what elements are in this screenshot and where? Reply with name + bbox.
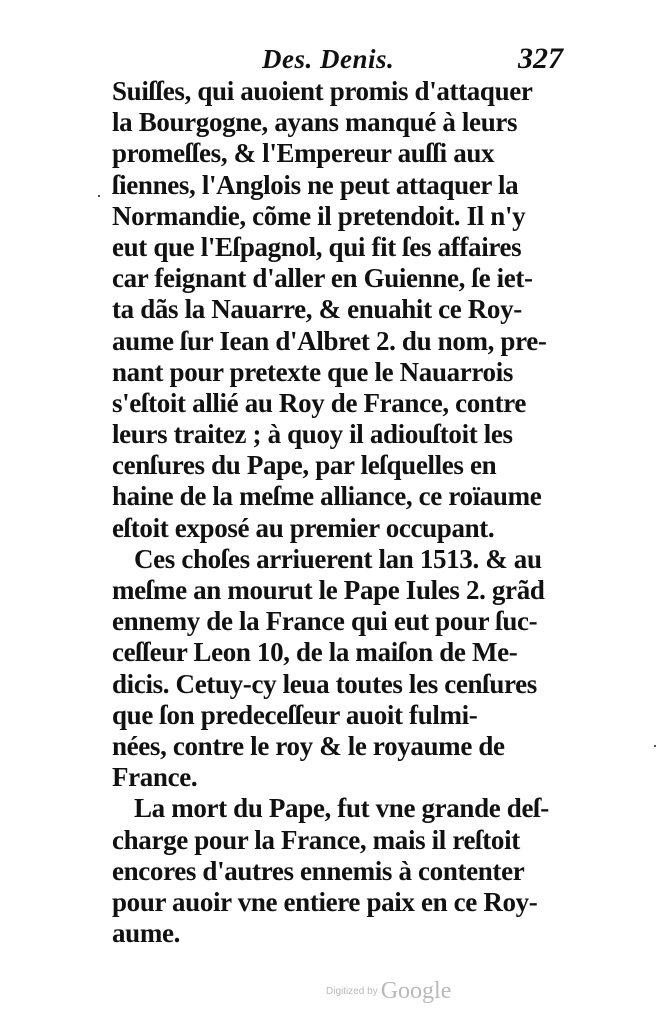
text-line: dicis. Cetuy-cy leua toutes les cenſures: [112, 668, 537, 699]
text-line: ſiennes, l'Anglois ne peut attaquer la: [112, 169, 519, 200]
text-line: s'eſtoit allié au Roy de France, contre: [112, 387, 527, 418]
body-text: [112, 76, 578, 949]
text-line: pour auoir vne entiere paix en ce Roy-: [112, 886, 538, 917]
text-line: encores d'autres ennemis à contenter: [112, 855, 525, 886]
text-line: charge pour la France, mais il reſtoit: [112, 824, 520, 855]
text-line: que ſon predeceſſeur auoit fulmi-: [112, 699, 478, 730]
text-line: nant pour pretexte que le Nauarrois: [112, 356, 514, 387]
text-line: la Bourgogne, ayans manqué à leurs: [112, 107, 518, 138]
text-line: meſme an mourut le Pape Iules 2. grãd: [112, 575, 545, 605]
text-line: leurs traitez ; à quoy il adiouſtoit les: [112, 419, 513, 450]
text-line: Normandie, cõme il pretendoit. Il n'y: [112, 200, 526, 231]
text-line: car feignant d'aller en Guienne, ſe iet-: [112, 263, 533, 294]
text-line: Ces choſes arriuerent lan 1513. & au: [134, 543, 542, 574]
text-line: La mort du Pape, fut vne grande deſ-: [134, 793, 549, 824]
running-title: Des. Denis.: [262, 44, 395, 74]
text-line: haine de la meſme alliance, ce roïaume: [112, 481, 542, 512]
text-line: eut que l'Eſpagnol, qui fit ſes affaires: [112, 231, 522, 262]
page-number: 327: [518, 42, 563, 75]
text-line: eſtoit exposé au premier occupant.: [112, 512, 495, 543]
watermark-prefix: Digitized by: [326, 986, 378, 997]
text-line: cenſures du Pape, par leſquelles en: [112, 450, 497, 481]
google-logo: Google: [380, 978, 452, 1004]
text-line: nées, contre le roy & le royaume de: [112, 730, 505, 761]
text-line: Suiſſes, qui auoient promis d'attaquer: [112, 76, 533, 106]
text-line: aume.: [112, 918, 180, 949]
margin-speck-mark: ·: [652, 736, 658, 756]
text-line: promeſſes, & l'Empereur auſſi aux: [112, 138, 495, 169]
margin-speck-mark: ·: [96, 186, 102, 206]
text-line: ennemy de la France qui eut pour ſuc-: [112, 606, 538, 637]
text-line: aume ſur Iean d'Albret 2. du nom, pre-: [112, 325, 547, 356]
text-line: France.: [112, 762, 198, 793]
text-line: ceſſeur Leon 10, de la maiſon de Me-: [112, 637, 518, 668]
digitized-watermark: [326, 978, 451, 1005]
text-line: ta dãs la Nauarre, & enuahit ce Roy-: [112, 294, 522, 325]
